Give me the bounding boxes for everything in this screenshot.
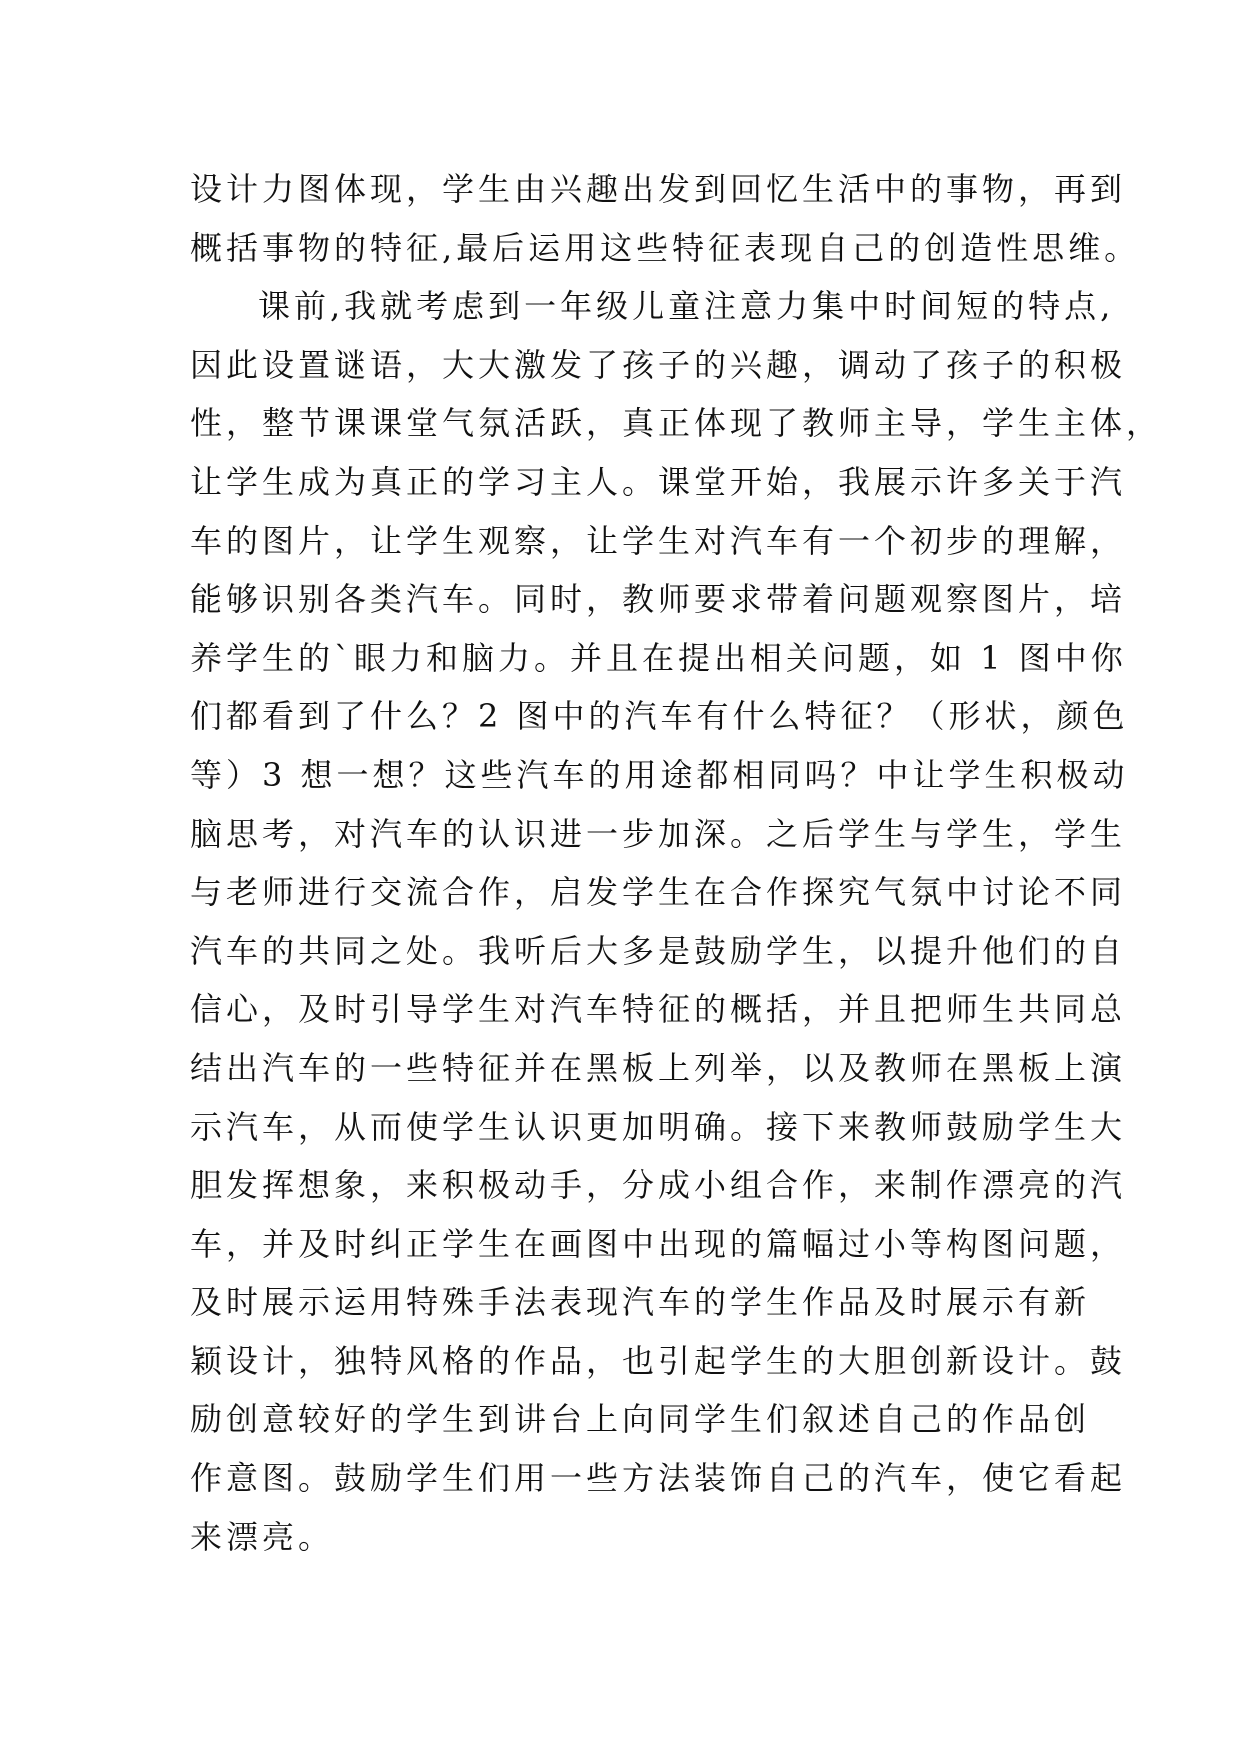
text-line: 励创意较好的学生到讲台上向同学生们叙述自己的作品创 bbox=[190, 1400, 1091, 1439]
text-line: 性，整节课课堂气氛活跃，真正体现了教师主导，学生主体， bbox=[190, 404, 1163, 443]
text-line: 胆发挥想象，来积极动手，分成小组合作，来制作漂亮的汽 bbox=[190, 1166, 1127, 1205]
text-line: 概括事物的特征,最后运用这些特征表现自己的创造性思维。 bbox=[190, 228, 1141, 267]
text-line: 汽车的共同之处。我听后大多是鼓励学生，以提升他们的自 bbox=[190, 931, 1127, 970]
text-line: 与老师进行交流合作，启发学生在合作探究气氛中讨论不同 bbox=[190, 873, 1127, 912]
text-line: 们都看到了什么？2 图中的汽车有什么特征？（形状，颜色 bbox=[190, 697, 1129, 736]
text-line: 让学生成为真正的学习主人。课堂开始，我展示许多关于汽 bbox=[190, 462, 1127, 501]
text-line: 设计力图体现，学生由兴趣出发到回忆生活中的事物，再到 bbox=[190, 170, 1127, 208]
text-line: 车的图片，让学生观察，让学生对汽车有一个初步的理解， bbox=[190, 521, 1127, 560]
text-line: 示汽车，从而使学生认识更加明确。接下来教师鼓励学生大 bbox=[190, 1107, 1127, 1146]
text-line: 能够识别各类汽车。同时，教师要求带着问题观察图片，培 bbox=[190, 580, 1127, 619]
text-line: 颖设计，独特风格的作品，也引起学生的大胆创新设计。鼓 bbox=[190, 1341, 1127, 1380]
text-line: 信心，及时引导学生对汽车特征的概括，并且把师生共同总 bbox=[190, 990, 1127, 1029]
body-text bbox=[190, 160, 1163, 1566]
text-line: 及时展示运用特殊手法表现汽车的学生作品及时展示有新 bbox=[190, 1283, 1091, 1322]
text-line: 等）3 想一想？这些汽车的用途都相同吗？中让学生积极动 bbox=[190, 755, 1129, 794]
text-line: 作意图。鼓励学生们用一些方法装饰自己的汽车，使它看起 bbox=[190, 1459, 1127, 1498]
text-line: 来漂亮。 bbox=[190, 1517, 335, 1556]
text-line: 脑思考，对汽车的认识进一步加深。之后学生与学生，学生 bbox=[190, 814, 1127, 853]
text-line: 结出汽车的一些特征并在黑板上列举，以及教师在黑板上演 bbox=[190, 1048, 1127, 1087]
text-line: 因此设置谜语，大大激发了孩子的兴趣，调动了孩子的积极 bbox=[190, 345, 1127, 384]
text-line: 养学生的`眼力和脑力。并且在提出相关问题，如 1 图中你 bbox=[190, 638, 1127, 677]
text-line: 车，并及时纠正学生在画图中出现的篇幅过小等构图问题， bbox=[190, 1224, 1127, 1263]
paragraph-start-line: 课前,我就考虑到一年级儿童注意力集中时间短的特点, bbox=[258, 287, 1115, 326]
